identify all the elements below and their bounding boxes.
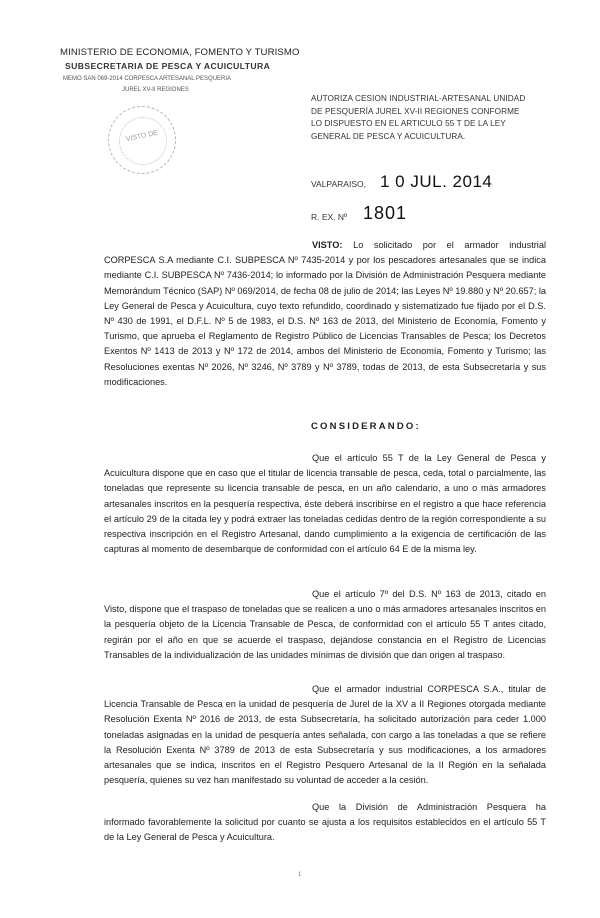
official-stamp xyxy=(108,106,176,174)
subsecretaria-name: SUBSECRETARIA DE PESCA Y ACUICULTURA xyxy=(65,61,271,71)
considerando-paragraph-4: Que la División de Administración Pesquera ha informado favorablemente la solicitud por cuanto se ajusta a los requisitos establecidos en el artículo 55 T de la Ley General de Pesca y Acuicultura. xyxy=(104,802,546,843)
place-label: VALPARAISO, xyxy=(311,179,366,189)
resolution-number-label: R. EX. Nº xyxy=(311,212,348,222)
resolution-number: 1801 xyxy=(363,203,408,223)
visto-paragraph xyxy=(104,238,546,390)
considerando-paragraph-2: Que el artículo 7º del D.S. Nº 163 de 2013, citado en Visto, dispone que el traspaso de toneladas que se realicen a uno o más armadores artesanales inscritos en la pesquería objeto de la Licencia Transable de Pesca, de conformidad con el artículo 55 T antes citado, regirán por el año en que se acuerde el traspaso, dejándose constancia en el Registro de Licencias Transables de la individualización de las unidades mínimas de división que dan origen al traspaso. xyxy=(104,589,546,660)
reference-line-2: JUREL XV-II REGIONES xyxy=(122,87,189,93)
resolution-title: AUTORIZA CESION INDUSTRIAL-ARTESANAL UNIDAD DE PESQUERÍA JUREL XV-II REGIONES CONFORME LO DISPUESTO EN EL ARTICULO 55 T DE LA LEY GENERAL DE PESCA Y ACUICULTURA. xyxy=(311,94,526,141)
reference-line-1: MEMO SAN 069-2014 CORPESCA ARTESANAL PESQUERIA xyxy=(63,76,232,82)
considerando-paragraph-1: Que el artículo 55 T de la Ley General de Pesca y Acuicultura dispone que en caso que el titular de licencia transable de pesca, ceda, total o parcialmente, las toneladas que represente su licencia transable de pesca, en un año calendario, a uno o más armadores artesanales inscritos en la pesquería respectiva, éste deberá inscribirse en el registro a que hace referencia el artículo 29 de la citada ley y podrá extraer las toneladas cedidas dentro de la región correspondiente a su respectiva inscripción en el Registro Artesanal, dando cumplimiento a la exigencia de certificación de las capturas al momento de desembarque de conformidad con el artículo 64 E de la misma ley. xyxy=(104,453,546,555)
page-footer-mark: 1 xyxy=(298,872,302,878)
considerando-paragraph-3: Que el armador industrial CORPESCA S.A., titular de Licencia Transable de Pesca en la unidad de pesquería de Jurel de la XV a II Regiones otorgada mediante Resolución Exenta Nº 2016 de 2013, de esta Subsecretaría, ha solicitado autorización para ceder 1.000 toneladas asignadas en la unidad de pesquería antes señalada, con cargo a las toneladas a que se refiere la Resolución Exenta Nº 3789 de 2013 de esta Subsecretaría y sus modificaciones, a los armadores artesanales que se indica, inscritos en el Registro Pesquero Artesanal de la II Región en la señalada pesquería, quienes su vez han manifestado su voluntad de acceder a la cesión. xyxy=(104,684,546,786)
visto-label: VISTO: xyxy=(312,240,343,250)
stamp-text: VISTO DE xyxy=(125,129,159,144)
ministry-name: MINISTERIO DE ECONOMIA, FOMENTO Y TURISMO xyxy=(60,47,300,58)
resolution-date: 1 0 JUL. 2014 xyxy=(380,172,493,191)
considerando-heading: CONSIDERANDO: xyxy=(311,421,421,432)
visto-text: Lo solicitado por el armador industrial CORPESCA S.A mediante C.I. SUBPESCA Nº 7435-2014 y por los pescadores artesanales que se indica mediante C.I. SUBPESCA Nº 7436-2014; lo informado por la División de Administración Pesquera mediante Memorándum Técnico (SAP) Nº 069/2014, de fecha 08 de julio de 2014; las Leyes Nº 19.880 y Nº 20.657; la Ley General de Pesca y Acuicultura, cuyo texto refundido, coordinado y sistematizado fue fijado por el D.S. Nº 430 de 1991, el D.F.L. Nº 5 de 1983, el D.S. Nº 163 de 2013, del Ministerio de Economía, Fomento y Turismo, que aprueba el Reglamento de Registro Público de Licencias Transables de Pesca; los Decretos Exentos Nº 1413 de 2013 y Nº 172 de 2014, ambos del Ministerio de Economía, Fomento y Turismo; las Resoluciones exentas Nº 2026, Nº 3246, Nº 3789 y Nº 3789, todas de 2013, de esta Subsecretaría y sus modificaciones. xyxy=(104,240,546,387)
